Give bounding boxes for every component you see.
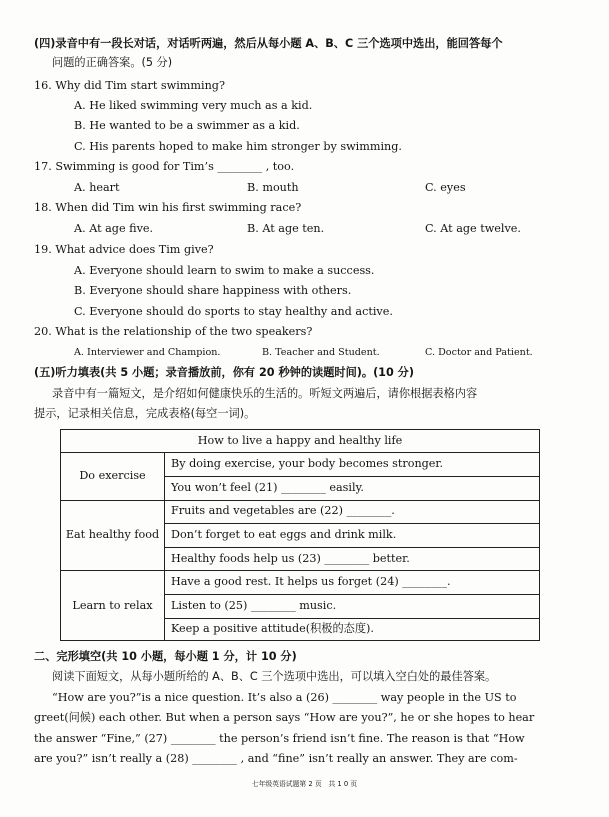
table-cell-blank-23: Healthy foods help us (23) ________ better. <box>171 552 410 565</box>
table-divider <box>61 452 539 453</box>
question-19-option-a: A. Everyone should learn to swim to make a success. <box>74 264 375 277</box>
question-16-stem: 16. Why did Tim start swimming? <box>34 79 225 92</box>
section4-instruction: (四)录音中有一段长对话，对话听两遍，然后从每小题 A、B、C 三个选项中选出，能回答每个 <box>34 37 503 50</box>
question-20-stem: 20. What is the relationship of the two speakers? <box>34 325 313 338</box>
question-16-option-b: B. He wanted to be a swimmer as a kid. <box>74 119 300 132</box>
page-footer: 七年级英语试题第 2 页 共 1 0 页 <box>251 780 358 788</box>
question-17-option-b: B. mouth <box>247 181 299 194</box>
table-cell-blank-24: Have a good rest. It helps us forget (24) ________. <box>171 575 451 588</box>
question-20-option-c: C. Doctor and Patient. <box>425 347 533 358</box>
listening-table <box>60 429 540 641</box>
table-row-divider <box>164 523 539 524</box>
question-19-stem: 19. What advice does Tim give? <box>34 243 214 256</box>
table-divider <box>61 570 539 571</box>
table-row-label-relax: Learn to relax <box>72 599 153 612</box>
passage-line: greet(问候) each other. But when a person says “How are you?”, he or she hopes to hear <box>34 711 535 724</box>
question-16-option-c: C. His parents hoped to make him stronger by swimming. <box>74 140 402 153</box>
question-20-option-b: B. Teacher and Student. <box>262 347 380 358</box>
question-18-option-a: A. At age five. <box>74 222 154 235</box>
question-19-option-b: B. Everyone should share happiness with others. <box>74 284 352 297</box>
section4-instruction-cont: 问题的正确答案。(5 分) <box>52 56 173 69</box>
table-cell-blank-21: You won’t feel (21) ________ easily. <box>171 481 364 494</box>
passage-line: “How are you?”is a nice question. It’s also a (26) ________ way people in the US to <box>52 691 517 704</box>
table-header: How to live a happy and healthy life <box>197 434 403 447</box>
table-cell: Don’t forget to eat eggs and drink milk. <box>171 528 397 541</box>
table-row-divider <box>164 547 539 548</box>
table-cell-blank-22: Fruits and vegetables are (22) ________. <box>171 504 395 517</box>
table-row-label-food: Eat healthy food <box>65 528 160 541</box>
question-18-option-b: B. At age ten. <box>247 222 325 235</box>
section5-instruction-cont: 提示，记录相关信息，完成表格(每空一词)。 <box>34 407 256 420</box>
question-17-stem: 17. Swimming is good for Tim’s ________ , too. <box>34 160 295 173</box>
question-18-stem: 18. When did Tim win his first swimming race? <box>34 201 302 214</box>
part2-title: 二、完形填空(共 10 小题，每小题 1 分，计 10 分) <box>34 650 297 663</box>
section5-title: (五)听力填表(共 5 小题；录音播放前，你有 20 秒钟的读题时间)。(10 分) <box>34 366 414 379</box>
passage-line: are you?” isn’t really a (28) ________ , and “fine” isn’t really an answer. They are com- <box>34 752 518 765</box>
table-cell: Keep a positive attitude(积极的态度). <box>171 622 374 635</box>
table-cell-blank-25: Listen to (25) ________ music. <box>171 599 337 612</box>
table-row-label-exercise: Do exercise <box>79 469 146 482</box>
table-row-divider <box>164 476 539 477</box>
table-cell: By doing exercise, your body becomes stronger. <box>171 457 444 470</box>
passage-line: the answer “Fine,” (27) ________ the person’s friend isn’t fine. The reason is that “How <box>34 732 525 745</box>
question-18-option-c: C. At age twelve. <box>425 222 521 235</box>
table-divider <box>61 500 539 501</box>
table-column-divider <box>164 452 165 640</box>
question-20-option-a: A. Interviewer and Champion. <box>74 347 221 358</box>
question-19-option-c: C. Everyone should do sports to stay healthy and active. <box>74 305 393 318</box>
question-16-option-a: A. He liked swimming very much as a kid. <box>74 99 313 112</box>
table-row-divider <box>164 618 539 619</box>
question-17-option-c: C. eyes <box>425 181 466 194</box>
part2-instruction: 阅读下面短文，从每小题所给的 A、B、C 三个选项中选出，可以填入空白处的最佳答案。 <box>52 670 497 683</box>
table-row-divider <box>164 594 539 595</box>
question-17-option-a: A. heart <box>74 181 120 194</box>
section5-instruction: 录音中有一篇短文，是介绍如何健康快乐的生活的。听短文两遍后，请你根据表格内容 <box>52 387 478 400</box>
